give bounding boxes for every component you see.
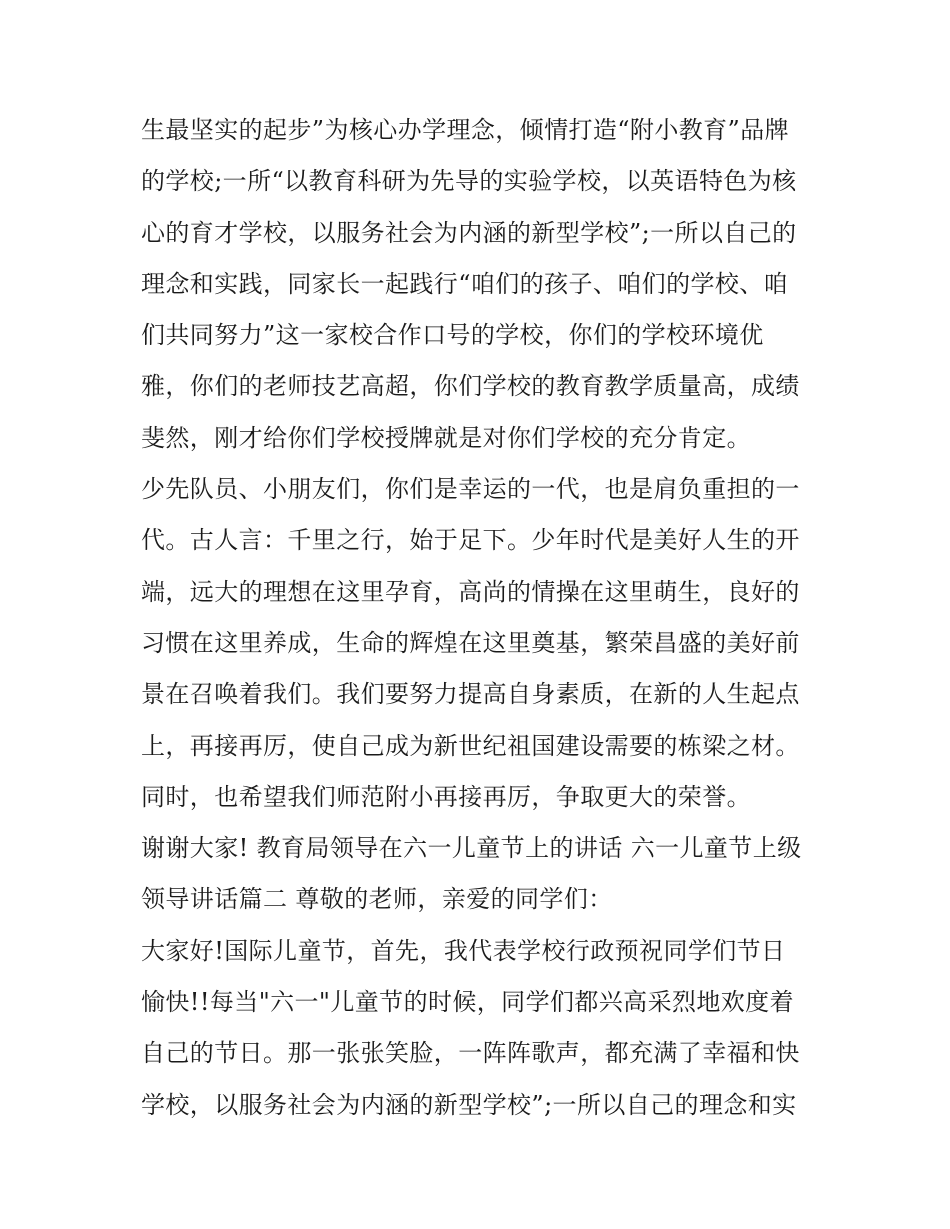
text-line: 自己的节日。那一张张笑脸，一阵阵歌声，都充满了幸福和快	[141, 1039, 800, 1068]
text-line: 愉快!!每当"六一"儿童节的时候，同学们都兴高采烈地欢度着	[141, 988, 794, 1017]
text-line: 端，远大的理想在这里孕育，高尚的情操在这里萌生，良好的	[141, 577, 800, 606]
text-line: 心的育才学校，以服务社会为内涵的新型学校”;一所以自己的	[141, 218, 797, 247]
text-line: 景在召唤着我们。我们要努力提高自身素质，在新的人生起点	[141, 680, 800, 709]
text-line: 领导讲话篇二 尊敬的老师，亲爱的同学们：	[141, 885, 613, 914]
text-line: 代。古人言：千里之行，始于足下。少年时代是美好人生的开	[141, 526, 800, 555]
text-line: 谢谢大家! 教育局领导在六一儿童节上的讲话 六一儿童节上级	[141, 834, 802, 863]
text-line: 学校，以服务社会为内涵的新型学校”;一所以自己的理念和实	[141, 1090, 797, 1119]
text-line: 同时，也希望我们师范附小再接再厉，争取更大的荣誉。	[141, 782, 751, 811]
text-line: 们共同努力”这一家校合作口号的学校，你们的学校环境优	[141, 321, 764, 350]
text-line: 少先队员、小朋友们，你们是幸运的一代，也是肩负重担的一	[141, 475, 800, 504]
text-line: 的学校;一所“以教育科研为先导的实验学校，以英语特色为核	[141, 167, 797, 196]
text-line: 斐然，刚才给你们学校授牌就是对你们学校的充分肯定。	[141, 423, 751, 452]
text-line: 上，再接再厉，使自己成为新世纪祖国建设需要的栋梁之材。	[141, 731, 800, 760]
text-line: 雅，你们的老师技艺高超，你们学校的教育教学质量高，成绩	[141, 372, 800, 401]
document-body	[141, 105, 821, 1131]
text-line: 大家好!国际儿童节，首先，我代表学校行政预祝同学们节日	[141, 936, 786, 965]
text-line: 理念和实践，同家长一起践行“咱们的孩子、咱们的学校、咱	[141, 269, 789, 298]
text-line: 习惯在这里养成，生命的辉煌在这里奠基，繁荣昌盛的美好前	[141, 628, 800, 657]
text-line: 生最坚实的起步”为核心办学理念，倾情打造“附小教育”品牌	[141, 116, 790, 144]
